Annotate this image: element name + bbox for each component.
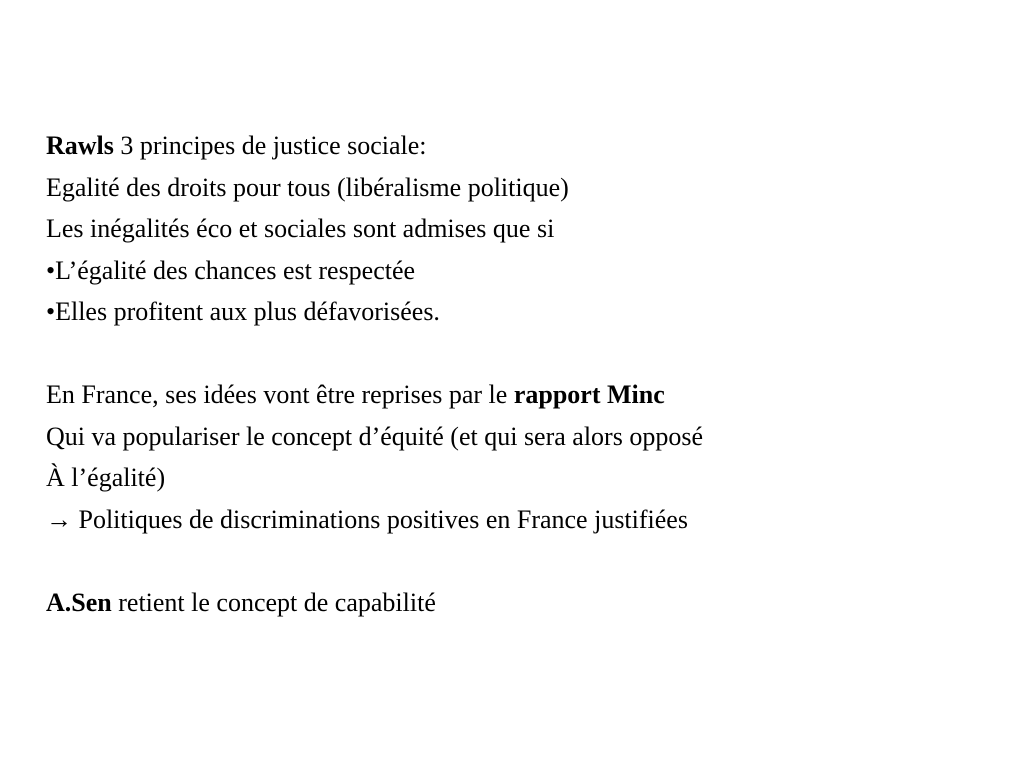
spacer bbox=[46, 540, 1006, 582]
france-line-1: Qui va populariser le concept d’équité (et qui sera alors opposé bbox=[46, 421, 703, 451]
rawls-heading bbox=[46, 125, 1006, 167]
rawls-heading-text: 3 principes de justice sociale: bbox=[113, 131, 427, 160]
rapport-minc: rapport Minc bbox=[513, 380, 665, 409]
france-line-2: À l’égalité) bbox=[46, 463, 166, 492]
rawls-bullet-2: •Elles profitent aux plus défavorisées. bbox=[46, 297, 440, 326]
spacer bbox=[46, 333, 1006, 375]
sen-name: A.Sen bbox=[46, 587, 112, 617]
rawls-name: Rawls bbox=[46, 131, 114, 160]
sen-text: retient le concept de capabilité bbox=[111, 587, 436, 617]
france-line-3: → Politiques de discriminations positives en France justifiées bbox=[46, 504, 688, 534]
rawls-bullet-1: •L’égalité des chances est respectée bbox=[46, 255, 416, 285]
slide-body bbox=[46, 125, 1006, 623]
france-intro-text: En France, ses idées vont être reprises par le bbox=[46, 380, 514, 409]
sen-line bbox=[46, 582, 1006, 624]
france-intro bbox=[46, 374, 1006, 416]
rawls-line-1: Egalité des droits pour tous (libéralisme politique) bbox=[46, 172, 569, 202]
rawls-line-2: Les inégalités éco et sociales sont admises que si bbox=[46, 214, 555, 243]
